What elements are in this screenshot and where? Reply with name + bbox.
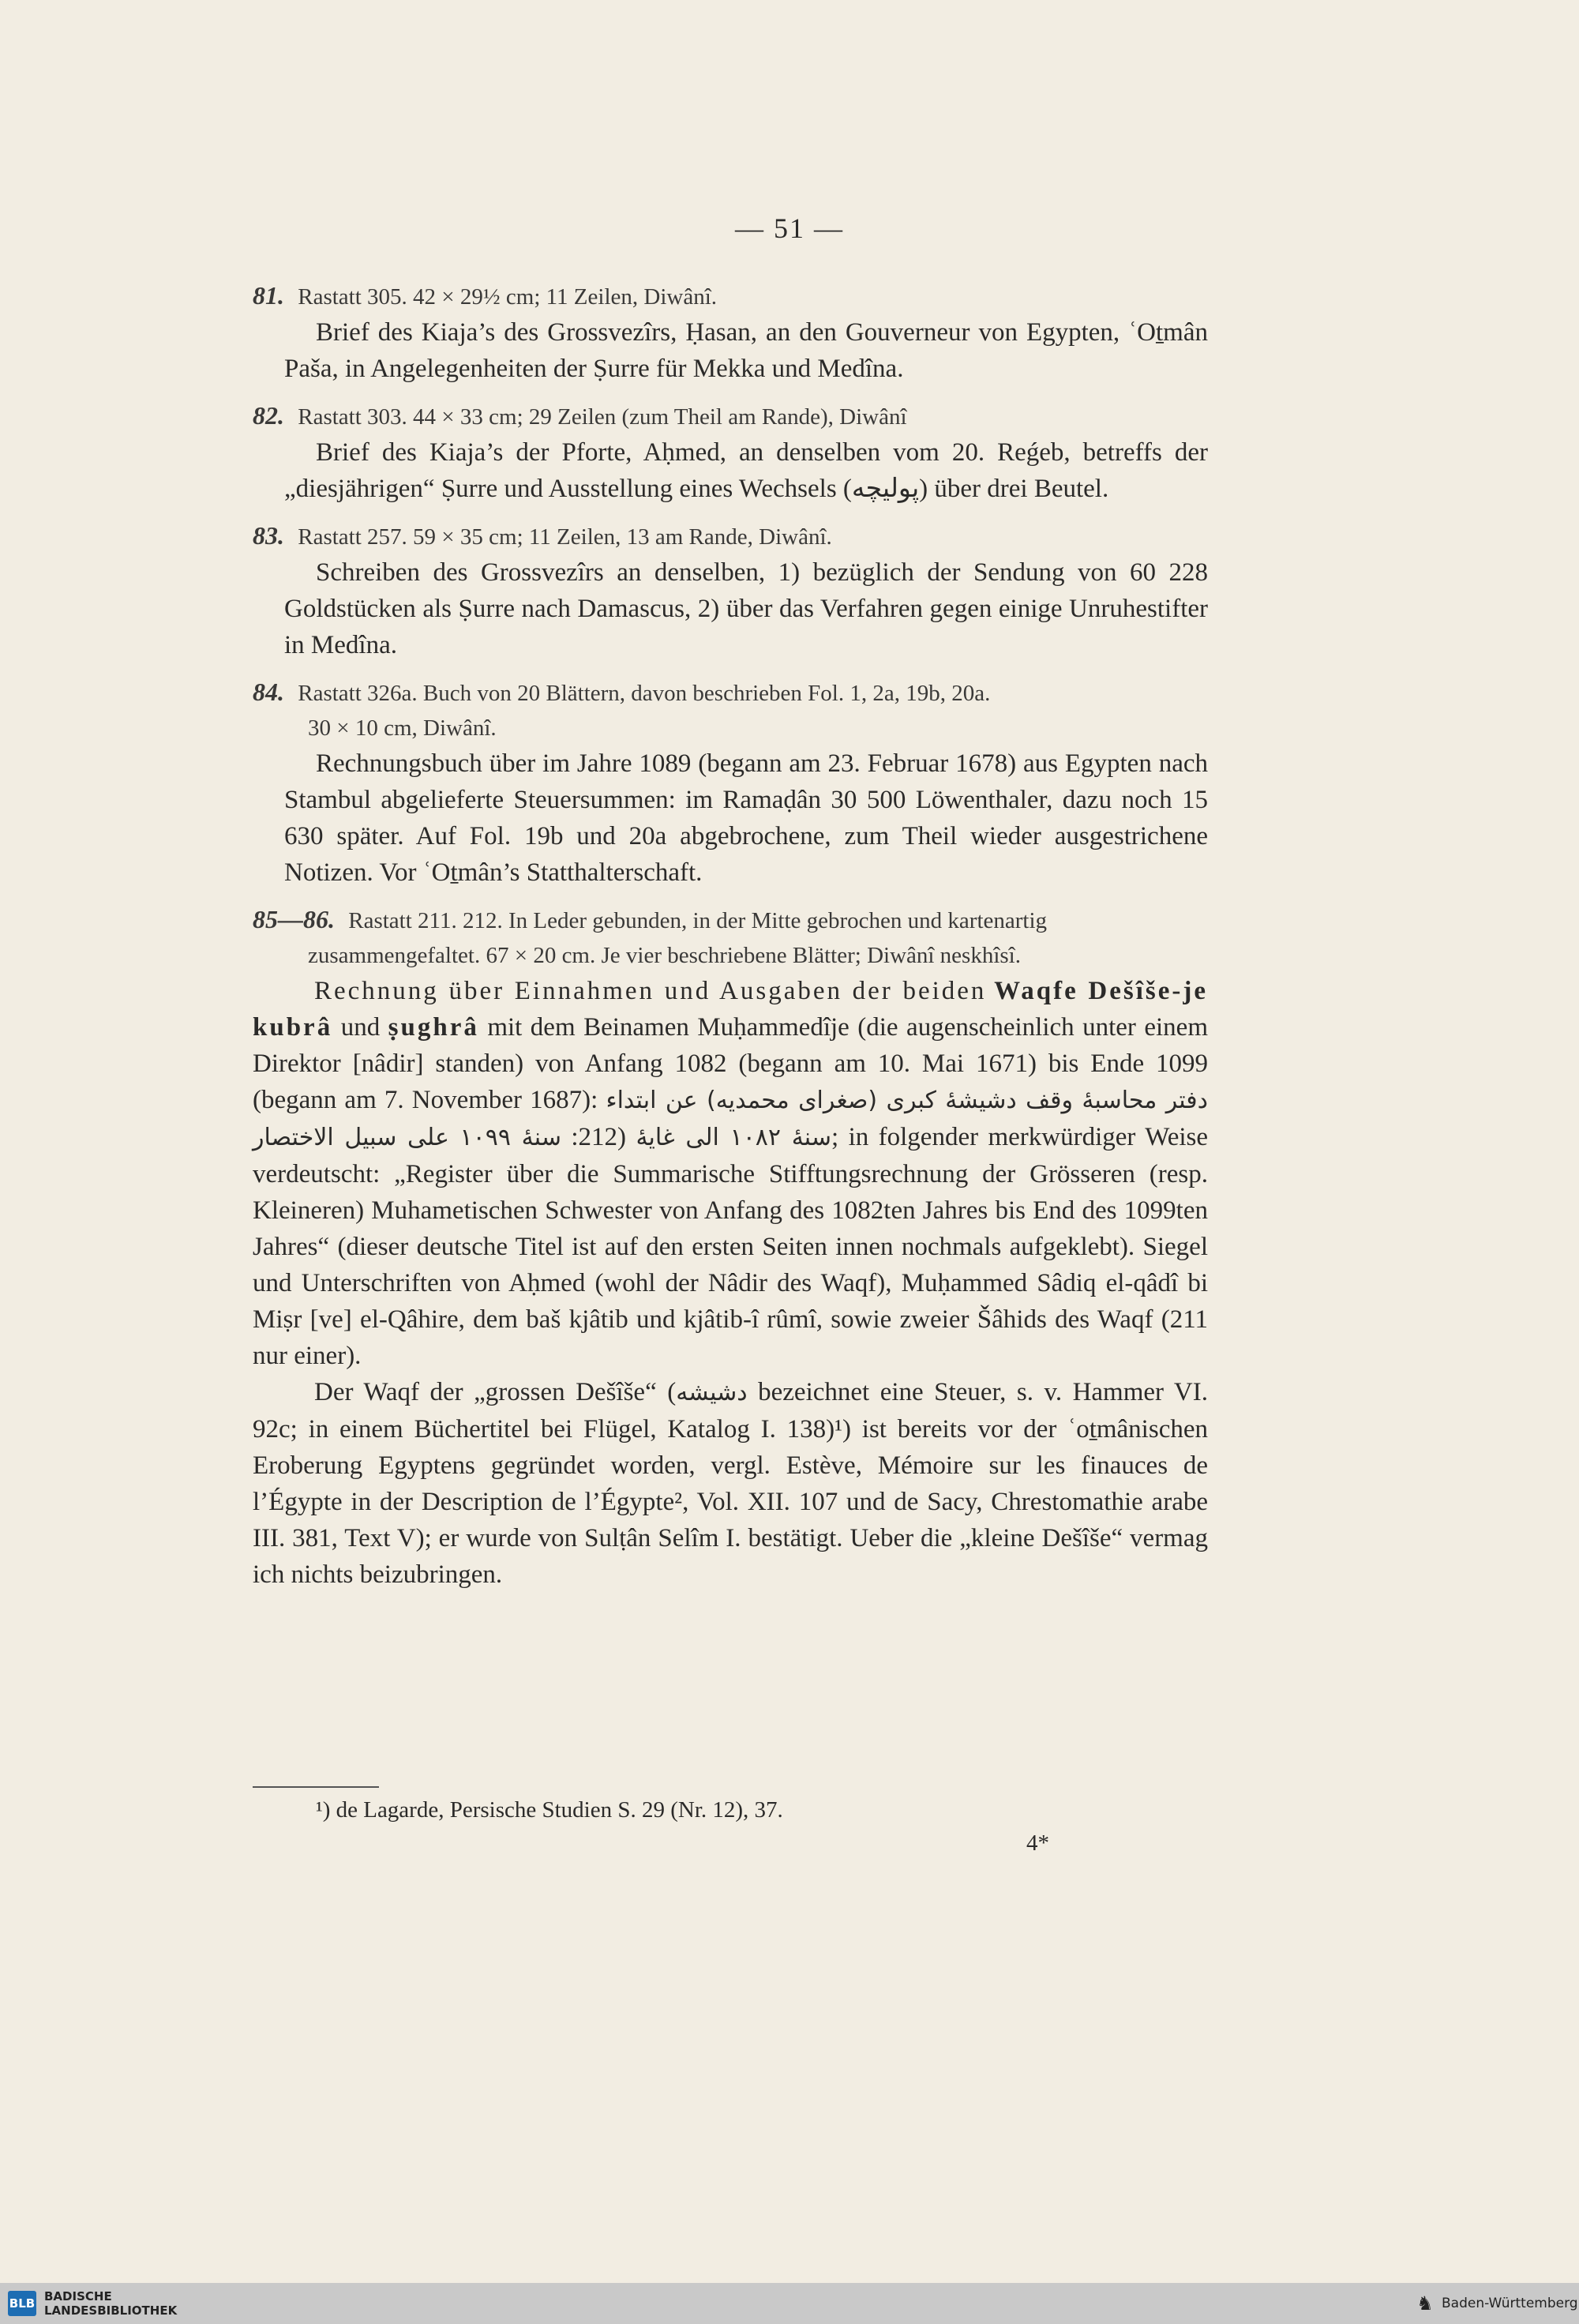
footnote-rule <box>253 1786 379 1788</box>
library-name[interactable]: BADISCHE LANDESBIBLIOTHEK <box>44 2289 178 2318</box>
entry-number: 83. <box>253 521 284 550</box>
page-number: — 51 — <box>735 212 844 244</box>
waqf-name-small: ṣughrâ <box>388 1013 479 1042</box>
blb-logo-icon[interactable]: BLB <box>8 2291 36 2316</box>
entry-body-paragraph-1: Rechnung über Einnahmen und Ausgaben der beiden Waqfe Dešîše-je kubrâ und ṣughrâ mit dem Beinamen Muḥammedîje (die augenscheinlich unter einem Direktor [nâdir] standen) von Anfang 1082 (begann am 10. Mai 1671) bis Ende 1099 (begann am 7. November 1687): دفتر محاسبهٔ وقف دشیشهٔ کبری (صغرای محمدیه) عن ابتداء سنهٔ ۱۰۸۲ الی غایهٔ (212: سنهٔ ۱۰۹۹ علی سبیل الاختصار ; in folgender merkwürdiger Weise verdeutscht: „Register über die Summarische Stifftungsrechnung der Grösseren (resp. Kleineren) Muhametischen Schwester von Anfang des 1082ten Jahres bis End des 1099ten Jahres“ (dieser deutsche Titel ist auf den ersten Seiten innen nochmals aufgeklebt). Siegel und Unterschriften von Aḥmed (wohl der Nâdir des Waqf), Muḥammed Sâdiq el-qâdî bi Miṣr [ve] el-Qâhire, dem baš kjâtib und kjâtib-î rûmî, sowie zweier Šâhids des Waqf (211 nur einer). <box>253 977 1209 1370</box>
arabic-term: دشیشه <box>676 1379 748 1406</box>
entry-body: Brief des Kiaja’s des Grossvezîrs, Ḥasan, an den Gouverneur von Egypten, ʿOṯmân Paša, in Angelegenheiten der Ṣurre für Mekka und Medîna. <box>284 318 1208 383</box>
entry-number: 84. <box>253 678 284 706</box>
entry-81 <box>253 278 1208 387</box>
folio-marker: (212: <box>571 1123 627 1151</box>
entry-heading: Rastatt 326a. Buch von 20 Blättern, davon beschrieben Fol. 1, 2a, 19b, 20a. <box>298 681 991 706</box>
waqf-name: Waqfe Dešîše-je kubrâ <box>253 977 1208 1042</box>
entry-84 <box>253 674 1208 891</box>
entry-83 <box>253 518 1208 663</box>
entry-heading-continued: 30 × 10 cm, Diwânî. <box>308 715 497 741</box>
entry-82 <box>253 398 1208 507</box>
entry-heading: Rastatt 211. 212. In Leder gebunden, in der Mitte gebrochen und kartenartig <box>348 908 1048 933</box>
signature-mark: 4* <box>1026 1830 1049 1856</box>
entry-body: Rechnungsbuch über im Jahre 1089 (begann am 23. Februar 1678) aus Egypten nach Stambul abgelieferte Steuersummen: im Ramaḍân 30 500 Löwenthaler, dazu noch 15 630 später. Auf Fol. 19b und 20a abgebrochene, zum Theil wieder ausgestrichene Notizen. Vor ʿOṯmân’s Statthalterschaft. <box>284 749 1208 887</box>
entry-number: 81. <box>253 281 284 310</box>
state-name[interactable]: Baden-Württemberg <box>1442 2296 1578 2311</box>
entry-heading: Rastatt 305. 42 × 29½ cm; 11 Zeilen, Diwânî. <box>298 284 718 310</box>
entry-number: 82. <box>253 401 284 430</box>
page-content <box>253 278 1208 1604</box>
entry-body-paragraph-2: Der Waqf der „grossen Dešîše“ (دشیشه bezeichnet eine Steuer, s. v. Hammer VI. 92c; in einem Büchertitel bei Flügel, Katalog I. 138)¹) ist bereits vor der ʿoṯmânischen Eroberung Egyptens gegründet worden, vergl. Estève, Mémoire sur les finauces de l’Égypte in der Description de l’Égypte², Vol. XII. 107 und de Sacy, Chrestomathie arabe III. 381, Text V); er wurde von Sulṭân Selîm I. bestätigt. Ueber die „kleine Dešîše“ vermag ich nichts beizubringen. <box>253 1378 1208 1589</box>
entry-body: Schreiben des Grossvezîrs an denselben, 1) bezüglich der Sendung von 60 228 Goldstücken als Ṣurre nach Damascus, 2) über das Verfahren gegen einige Unruhestifter in Medîna. <box>284 558 1208 659</box>
entry-body: Brief des Kiaja’s der Pforte, Aḥmed, an denselben vom 20. Reǵeb, betreffs der „diesjährigen“ Ṣurre und Ausstellung eines Wechsels (پولیچه) über drei Beutel. <box>284 438 1208 503</box>
bw-lions-icon: ♞ <box>1416 2292 1434 2315</box>
arabic-title-line-1: دفتر محاسبهٔ وقف دشیشهٔ کبری (صغرای محمدیه) عن ابتداء سنهٔ ۱۰۸۲ الی غایهٔ <box>606 1087 1209 1151</box>
entry-heading: Rastatt 303. 44 × 33 cm; 29 Zeilen (zum Theil am Rande), Diwânî <box>298 404 907 430</box>
entry-85-86 <box>253 902 1208 1593</box>
library-footer-bar <box>0 2283 1579 2324</box>
entry-heading: Rastatt 257. 59 × 35 cm; 11 Zeilen, 13 am Rande, Diwânî. <box>298 524 832 550</box>
footnote: ¹) de Lagarde, Persische Studien S. 29 (Nr. 12), 37. <box>316 1797 783 1823</box>
entry-number: 85—86. <box>253 905 335 933</box>
entry-heading-continued: zusammengefaltet. 67 × 20 cm. Je vier beschriebene Blätter; Diwânî neskhîsî. <box>308 943 1021 968</box>
arabic-title-line-2: سنهٔ ۱۰۹۹ علی سبیل الاختصار <box>253 1124 561 1151</box>
